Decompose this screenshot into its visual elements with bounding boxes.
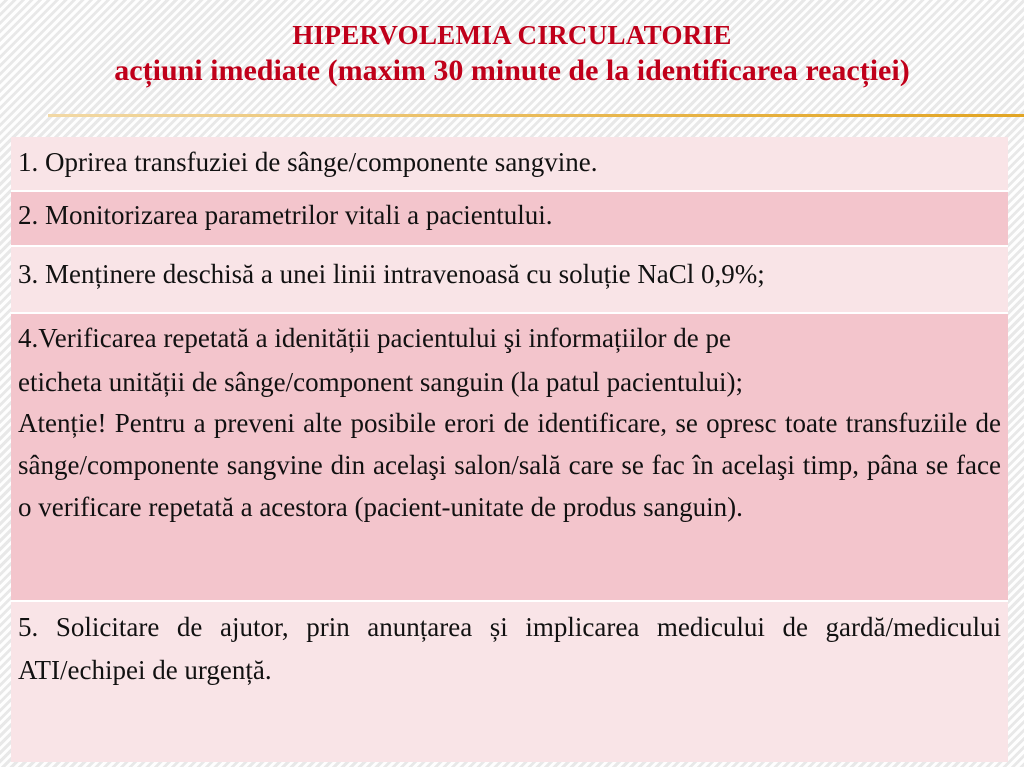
step-4-attention-note: Atenție! Pentru a preveni alte posibile erori de identificare, se opresc toate transfuziile de sânge/componente sangvine din acelaşi salon/sală care se fac în acelaşi timp, pâna se face o verificare repetată a acestora (pacient-unitate de produs sanguin).	[18, 408, 1001, 522]
table-row-step-5	[11, 602, 1008, 762]
title-main: HIPERVOLEMIA CIRCULATORIE	[292, 20, 732, 50]
steps-table	[11, 137, 1008, 762]
step-4-text-line2: eticheta unității de sânge/component sanguin (la patul pacientului);	[18, 367, 744, 397]
title-divider	[48, 114, 1024, 117]
step-5-text: 5. Solicitare de ajutor, prin anunțarea și implicarea medicului de gardă/medicului ATI/echipei de urgență.	[18, 612, 1001, 685]
table-row-step-3	[11, 247, 1008, 314]
table-row-step-1	[11, 137, 1008, 192]
slide-title	[0, 18, 1024, 90]
table-row-step-4	[11, 314, 1008, 602]
step-2-text: 2. Monitorizarea parametrilor vitali a pacientului.	[18, 200, 553, 230]
step-3-text: 3. Menținere deschisă a unei linii intravenoasă cu soluție NaCl 0,9%;	[18, 259, 765, 289]
title-subtitle: acțiuni imediate (maxim 30 minute de la identificarea reacției)	[114, 54, 910, 87]
step-1-text: 1. Oprirea transfuziei de sânge/componente sangvine.	[18, 147, 598, 177]
step-4-text-line1: 4.Verificarea repetată a idenității pacientului şi informațiilor de pe	[18, 323, 731, 353]
table-row-step-2	[11, 192, 1008, 247]
